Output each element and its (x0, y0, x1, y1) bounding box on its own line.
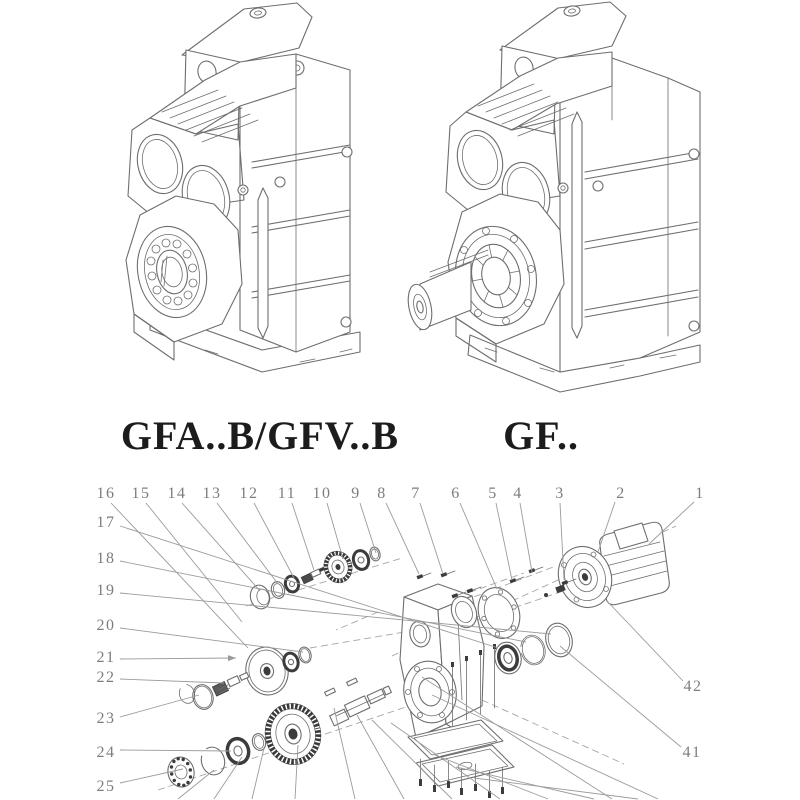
callout-leader-41 (560, 646, 681, 747)
second-stage-gear-set (177, 643, 313, 712)
callout-leader-24 (120, 750, 231, 751)
callout-number-4: 4 (513, 485, 523, 502)
callout-leader-42 (607, 601, 683, 681)
callout-number-1: 1 (695, 485, 705, 502)
callout-leader-23 (120, 695, 199, 717)
flat-gear (241, 643, 292, 699)
callout-number-12: 12 (239, 485, 259, 502)
callout-number-9: 9 (351, 485, 361, 502)
pinion-shaft (301, 567, 325, 584)
callout-number-8: 8 (377, 485, 387, 502)
output-gear (263, 701, 324, 766)
shaft-key-2 (347, 678, 358, 686)
callout-leader-15 (146, 503, 242, 622)
figure-left-label: GFA..B/GFV..B (120, 413, 400, 458)
callout-number-23: 23 (96, 710, 116, 727)
callout-number-10: 10 (312, 485, 332, 502)
callout-number-17: 17 (96, 514, 116, 531)
callout-number-21: 21 (96, 649, 116, 666)
callout-leader-6 (460, 503, 497, 589)
callout-number-5: 5 (488, 485, 498, 502)
motor (544, 522, 669, 615)
first-stage-gear (323, 550, 353, 583)
callout-number-7: 7 (411, 485, 421, 502)
figure-left-gearbox (126, 3, 360, 372)
callout-number-42: 42 (683, 678, 703, 695)
callout-leader-11 (292, 503, 314, 570)
intermediate-gear-train (248, 546, 382, 611)
figure-right-label: GF.. (503, 413, 579, 458)
callout-number-6: 6 (451, 485, 461, 502)
callout-leader-5 (496, 503, 512, 580)
callout-leader-20 (120, 628, 303, 652)
callout-number-13: 13 (202, 485, 222, 502)
callout-arrowhead-21 (228, 655, 236, 661)
callout-number-25: 25 (96, 778, 116, 795)
exploded-diagram (97, 485, 705, 799)
output-shaft (330, 686, 392, 726)
callout-number-14: 14 (167, 485, 187, 502)
figure-right-gearbox (404, 2, 700, 392)
shaft-key-1 (325, 688, 336, 696)
callout-leader-16 (111, 503, 248, 648)
truncated-leader-11 (474, 778, 638, 799)
truncated-leader-2 (214, 757, 242, 799)
truncated-leader-3 (252, 748, 264, 799)
callout-leader-21 (120, 658, 236, 659)
callout-number-22: 22 (96, 669, 116, 686)
callout-leader-7 (420, 503, 443, 574)
output-shaft-row (165, 678, 391, 789)
callout-leader-4 (520, 503, 532, 572)
callout-leader-14 (182, 503, 260, 591)
callout-number-3: 3 (555, 485, 565, 502)
callout-number-20: 20 (96, 617, 116, 634)
callout-number-2: 2 (616, 485, 626, 502)
callout-number-19: 19 (96, 582, 116, 599)
callout-number-16: 16 (96, 485, 116, 502)
callout-number-24: 24 (96, 744, 116, 761)
callout-leader-22 (120, 679, 224, 683)
callout-leader-8 (386, 503, 419, 574)
callout-leader-13 (217, 503, 278, 584)
callout-number-15: 15 (131, 485, 151, 502)
callout-leader-9 (360, 503, 376, 553)
callout-leader-12 (254, 503, 294, 578)
callout-number-18: 18 (96, 550, 116, 567)
callout-number-11: 11 (277, 485, 297, 502)
splined-shaft (212, 672, 248, 696)
callout-leader-10 (327, 503, 343, 559)
callout-number-41: 41 (682, 744, 702, 761)
